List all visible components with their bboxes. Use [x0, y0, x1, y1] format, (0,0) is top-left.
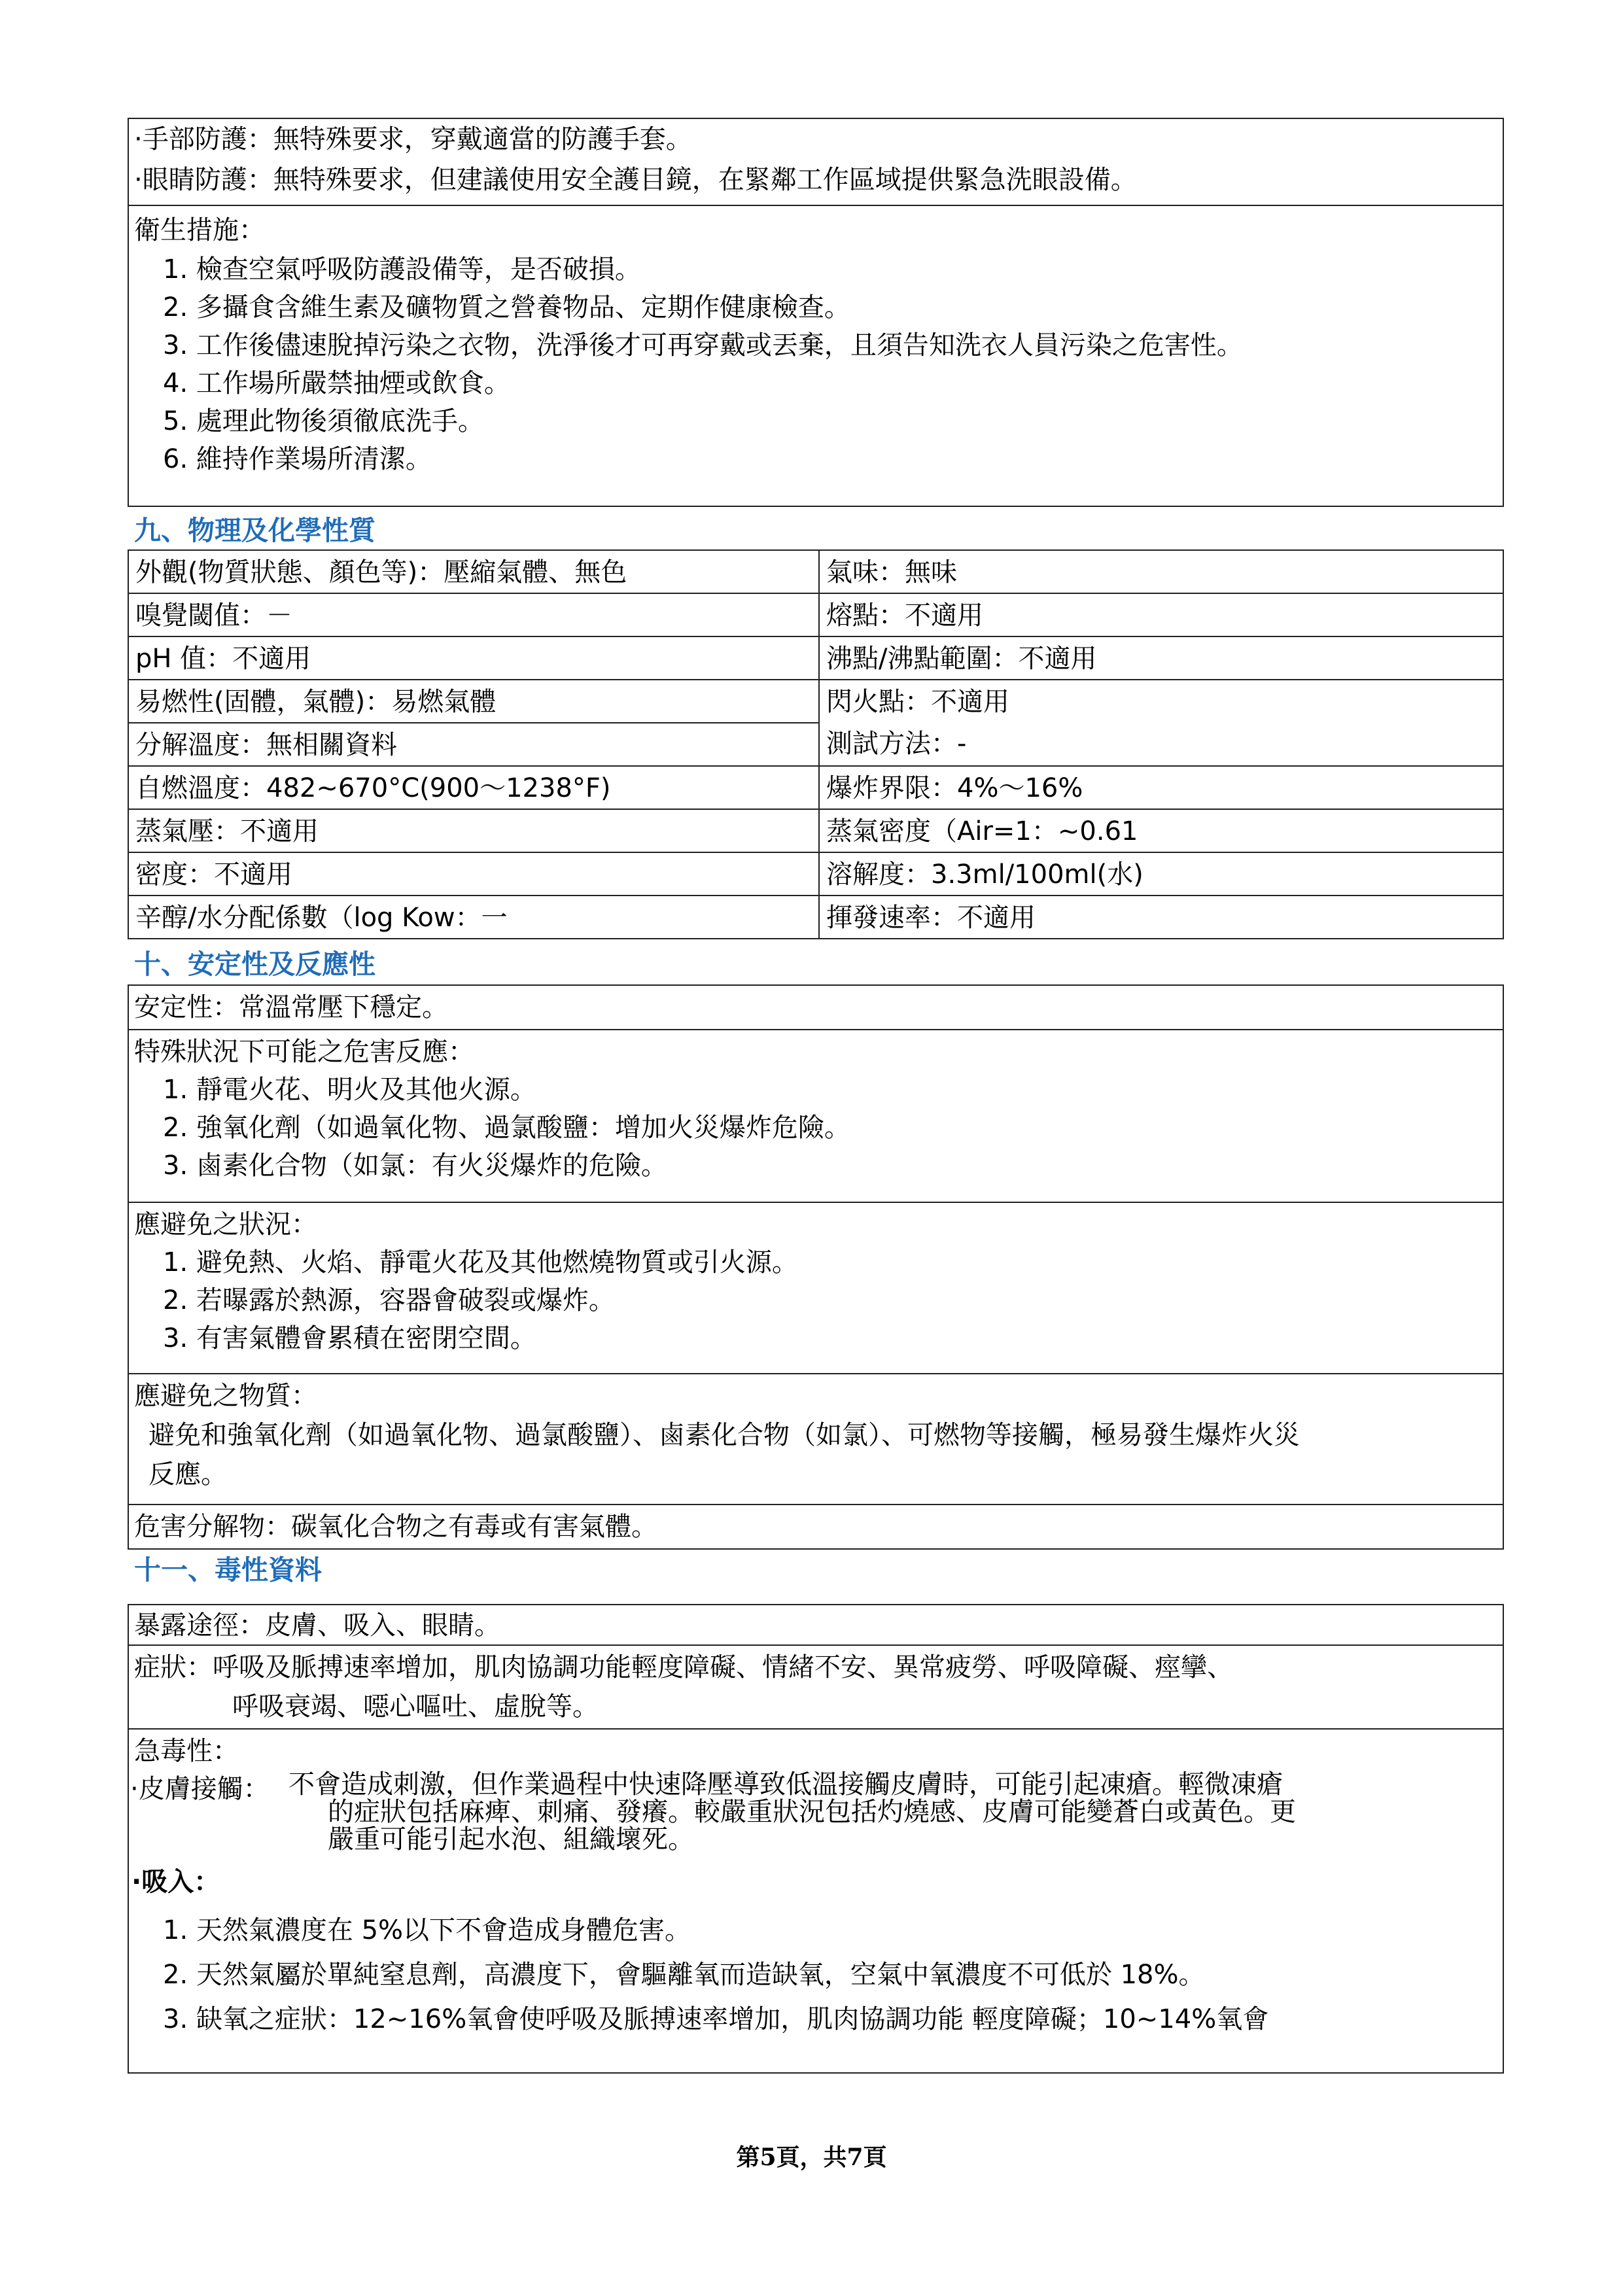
symptoms-box [128, 1644, 1504, 1730]
materials-to-avoid-box [128, 1373, 1504, 1505]
materials-to-avoid-text: 反應。 [148, 1459, 227, 1489]
property-cell [818, 549, 1504, 594]
autoignition-temp-text: 自燃溫度：482~670°C(900～1238°F) [135, 773, 611, 803]
conditions-to-avoid-box [128, 1202, 1504, 1374]
section-10-title: 十、安定性及反應性 [134, 948, 375, 980]
hygiene-item: 4. 工作場所嚴禁抽煙或飲食。 [163, 368, 510, 398]
eye-protection-text: ·眼睛防護：無特殊要求，但建議使用安全護目鏡，在緊鄰工作區域提供緊急洗眼設備。 [134, 165, 1137, 195]
inhalation-item: 2. 天然氣屬於單純窒息劑，高濃度下，會驅離氧而造缺氧，空氣中氧濃度不可低於 18%。 [163, 1960, 1205, 1990]
ph-text: pH 值：不適用 [135, 644, 311, 674]
hazard-item: 1. 靜電火花、明火及其他火源。 [163, 1075, 536, 1105]
vapor-density-text: 蒸氣密度（Air=1：~0.61 [826, 816, 1138, 846]
melting-point-text: 熔點：不適用 [826, 600, 983, 631]
property-cell [818, 765, 1504, 810]
inhalation-item: 1. 天然氣濃度在 5%以下不會造成身體危害。 [163, 1915, 691, 1945]
density-text: 密度：不適用 [135, 860, 292, 890]
property-cell [128, 679, 820, 723]
appearance-text: 外觀(物質狀態、顏色等)：壓縮氣體、無色 [135, 557, 627, 587]
exposure-route-box [128, 1604, 1504, 1646]
hazard-item: 3. 鹵素化合物（如氯：有火災爆炸的危險。 [163, 1151, 667, 1181]
decomposition-temp-text: 分解溫度：無相關資料 [135, 730, 397, 760]
hazardous-reactions-title: 特殊狀況下可能之危害反應： [134, 1037, 474, 1067]
page-number: 第5頁，共7頁 [736, 2144, 887, 2171]
hygiene-item: 3. 工作後儘速脫掉污染之衣物，洗淨後才可再穿戴或丟棄，且須告知洗衣人員污染之危害性。 [163, 330, 1243, 360]
skin-contact-text: 嚴重可能引起水泡、組織壞死。 [328, 1824, 694, 1854]
hygiene-item: 2. 多攝食含維生素及礦物質之營養物品、定期作健康檢查。 [163, 292, 850, 322]
materials-to-avoid-text: 避免和強氧化劑（如過氧化物、過氯酸鹽）、鹵素化合物（如氯）、可燃物等接觸，極易發生爆炸火災 [148, 1420, 1300, 1450]
evaporation-rate-text: 揮發速率：不適用 [826, 903, 1036, 933]
decomposition-products-text: 危害分解物：碳氧化合物之有毒或有害氣體。 [134, 1512, 657, 1542]
stability-box [128, 984, 1504, 1030]
hygiene-item: 1. 檢查空氣呼吸防護設備等，是否破損。 [163, 254, 641, 285]
condition-item: 2. 若曝露於熱源，容器會破裂或爆炸。 [163, 1285, 615, 1315]
boiling-point-text: 沸點/沸點範圍：不適用 [826, 644, 1097, 674]
condition-item: 3. 有害氣體會累積在密閉空間。 [163, 1323, 536, 1353]
hand-protection-text: ·手部防護：無特殊要求，穿戴適當的防護手套。 [134, 124, 692, 154]
exposure-route-text: 暴露途徑：皮膚、吸入、眼睛。 [134, 1610, 500, 1641]
property-cell [128, 809, 820, 853]
property-cell [128, 593, 820, 637]
property-cell [128, 549, 820, 594]
property-cell [128, 636, 820, 680]
partition-coefficient-text: 辛醇/水分配係數（log Kow：一 [135, 903, 508, 933]
hazardous-reactions-box [128, 1029, 1504, 1203]
hygiene-title: 衛生措施： [134, 215, 265, 245]
skin-contact-text: 不會造成刺激，但作業過程中快速降壓導致低溫接觸皮膚時，可能引起凍瘡。輕微凍瘡 [288, 1769, 1283, 1800]
test-method-text: 測試方法：- [826, 729, 967, 759]
property-cell [818, 895, 1504, 939]
inhalation-label: ·吸入： [131, 1867, 220, 1897]
conditions-to-avoid-title: 應避免之狀況： [134, 1209, 317, 1240]
hygiene-item: 6. 維持作業場所清潔。 [163, 444, 432, 474]
solubility-text: 溶解度：3.3ml/100ml(水) [826, 860, 1143, 890]
acute-toxicity-title: 急毒性： [134, 1736, 239, 1766]
explosion-limit-text: 爆炸界限：4%～16% [826, 773, 1083, 803]
symptoms-text: 症狀：呼吸及脈搏速率增加，肌肉協調功能輕度障礙、情緒不安、異常疲勞、呼吸障礙、痙攣、 [134, 1652, 1233, 1682]
property-cell [818, 636, 1504, 680]
stability-text: 安定性：常溫常壓下穩定。 [134, 992, 448, 1022]
property-cell [128, 895, 820, 939]
hazard-item: 2. 強氧化劑（如過氧化物、過氯酸鹽：增加火災爆炸危險。 [163, 1113, 850, 1143]
property-cell [818, 809, 1504, 853]
property-cell [818, 852, 1504, 896]
hygiene-box [128, 205, 1504, 507]
odor-threshold-text: 嗅覺閾值：－ [135, 600, 292, 631]
section-11-title: 十一、毒性資料 [134, 1554, 322, 1586]
acute-toxicity-box [128, 1728, 1504, 2074]
hygiene-item: 5. 處理此物後須徹底洗手。 [163, 406, 484, 436]
section-9-title: 九、物理及化學性質 [134, 515, 375, 546]
skin-contact-label: ·皮膚接觸： [130, 1774, 270, 1804]
decomposition-box [128, 1504, 1504, 1550]
skin-contact-text: 的症狀包括麻痺、刺痛、發癢。較嚴重狀況包括灼燒感、皮膚可能變蒼白或黃色。更 [328, 1797, 1296, 1827]
condition-item: 1. 避免熱、火焰、靜電火花及其他燃燒物質或引火源。 [163, 1247, 798, 1278]
materials-to-avoid-title: 應避免之物質： [134, 1381, 317, 1411]
property-cell [818, 679, 1504, 767]
property-cell [128, 852, 820, 896]
symptoms-text: 呼吸衰竭、噁心嘔吐、虛脫等。 [232, 1692, 599, 1722]
flash-point-text: 閃火點：不適用 [826, 687, 1009, 717]
flammability-text: 易燃性(固體，氣體)：易燃氣體 [135, 687, 497, 717]
property-cell [128, 765, 820, 810]
inhalation-item: 3. 缺氧之症狀：12~16%氧會使呼吸及脈搏速率增加，肌肉協調功能 輕度障礙；10~14%氧會 [163, 2004, 1269, 2034]
protection-box [128, 118, 1504, 206]
property-cell [128, 722, 820, 767]
property-cell [818, 593, 1504, 637]
odor-text: 氣味：無味 [826, 557, 957, 587]
vapor-pressure-text: 蒸氣壓：不適用 [135, 816, 319, 846]
